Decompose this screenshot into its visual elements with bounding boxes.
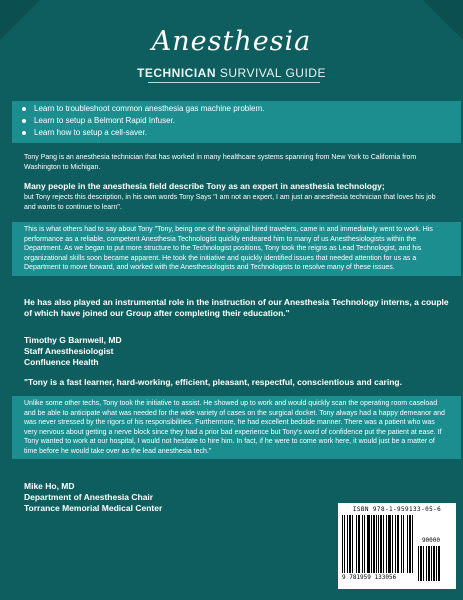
features-box — [12, 101, 461, 143]
barcode-digits: 9 781959 133056 — [342, 574, 397, 581]
testimonial-box-1 — [12, 222, 461, 276]
testimonial-1-closing: He has also played an instrumental role in the instruction of our Anesthesia Technology interns, a couple of which have joined our Group after completing their education." — [24, 297, 449, 318]
barcode-bar — [412, 515, 413, 573]
isbn-barcode — [338, 503, 456, 589]
feature-text: Learn to setup a Belmont Rapid Infuser. — [34, 116, 175, 125]
price-barcode-bars — [418, 546, 440, 581]
subtitle-bold: TECHNICIAN — [137, 66, 216, 80]
barcode-bar — [438, 546, 440, 581]
barcode-graphics — [342, 515, 452, 581]
book-subtitle — [0, 66, 463, 80]
testimonial-box-2 — [12, 396, 461, 459]
isbn-text: ISBN 978-1-959133-05-6 — [352, 506, 442, 513]
bullet-icon — [22, 119, 26, 123]
signature-2-title: Department of Anesthesia Chair — [24, 492, 154, 502]
feature-text: Learn how to setup a cell-saver. — [34, 128, 147, 137]
signature-1-org: Confluence Health — [24, 357, 99, 367]
main-barcode — [342, 515, 413, 581]
subtitle-rest: SURVIVAL GUIDE — [216, 66, 326, 80]
signature-2-org: Torrance Memorial Medical Center — [24, 503, 163, 513]
subtitle-underline — [148, 82, 320, 83]
price-barcode — [418, 537, 440, 581]
signature-1 — [24, 335, 324, 368]
expert-statement: Many people in the anesthesia field describe Tony as an expert in anesthesia technology; — [24, 181, 385, 191]
bullet-icon — [22, 107, 26, 111]
book-title: Anesthesia — [151, 26, 312, 57]
barcode-bars — [342, 515, 413, 573]
signature-1-name: Timothy G Barnwell, MD — [24, 335, 122, 345]
testimonial-2-opening: "Tony is a fast learner, hard-working, efficient, pleasant, respectful, conscientious and caring. — [24, 377, 402, 387]
price-code: 90000 — [421, 537, 440, 544]
feature-text: Learn to troubleshoot common anesthesia gas machine problem. — [34, 104, 265, 113]
signature-2-name: Mike Ho, MD — [24, 481, 75, 491]
testimonial-1-text: This is what others had to say about Tony "Tony, being one of the original hired travelers, came in and immediately went to work. His performance as a reliable, competent Anesthesia Technologist quickly endeared him to many of us Anesthesiologists within the Department. As we began to put more structure to the Technologist positions, Tony took the reigns as Lead Technologist, and his organizational skills soon became apparent. He took the initiative and quickly identified issues that needed attention for us as a Department to move forward, and worked with the Anesthesiologists and Technologists to resolve many of these issues. — [24, 226, 433, 271]
expert-rebuttal: but Tony rejects this description, in his own words Tony Says "I am not an expert, I am just an anesthesia technician that loves his job and wants to continue to learn". — [24, 194, 436, 211]
signature-1-title: Staff Anesthesiologist — [24, 346, 114, 356]
bullet-icon — [22, 131, 26, 135]
author-intro: Tony Pang is an anesthesia technician that has worked in many healthcare systems spanning from New York to California from Washington to Michigan. — [24, 154, 417, 171]
feature-item — [22, 115, 453, 127]
testimonial-2-text: Unlike some other techs, Tony took the initiative to assist. He showed up to work and would quickly scan the operating room caseload and be able to anticipate what was needed for the wide variety of cases on the surgical docket. Tony always had a happy demeanor and was never stressed by the rigors of his responsibilities. Furthermore, he had excellent bedside manner. There was a patient who was very nervous about getting a nerve block since they had a prior bad experience but Tony's word of confidence put the patient at ease. If Tony wanted to work at our hospital, I would not hesitate to hire him. In fact, if he were to come work here, it would just be a matter of time before he would take over as the lead anesthesia tech." — [24, 400, 445, 455]
feature-item — [22, 103, 453, 115]
feature-item — [22, 127, 453, 139]
signature-2 — [24, 481, 324, 514]
